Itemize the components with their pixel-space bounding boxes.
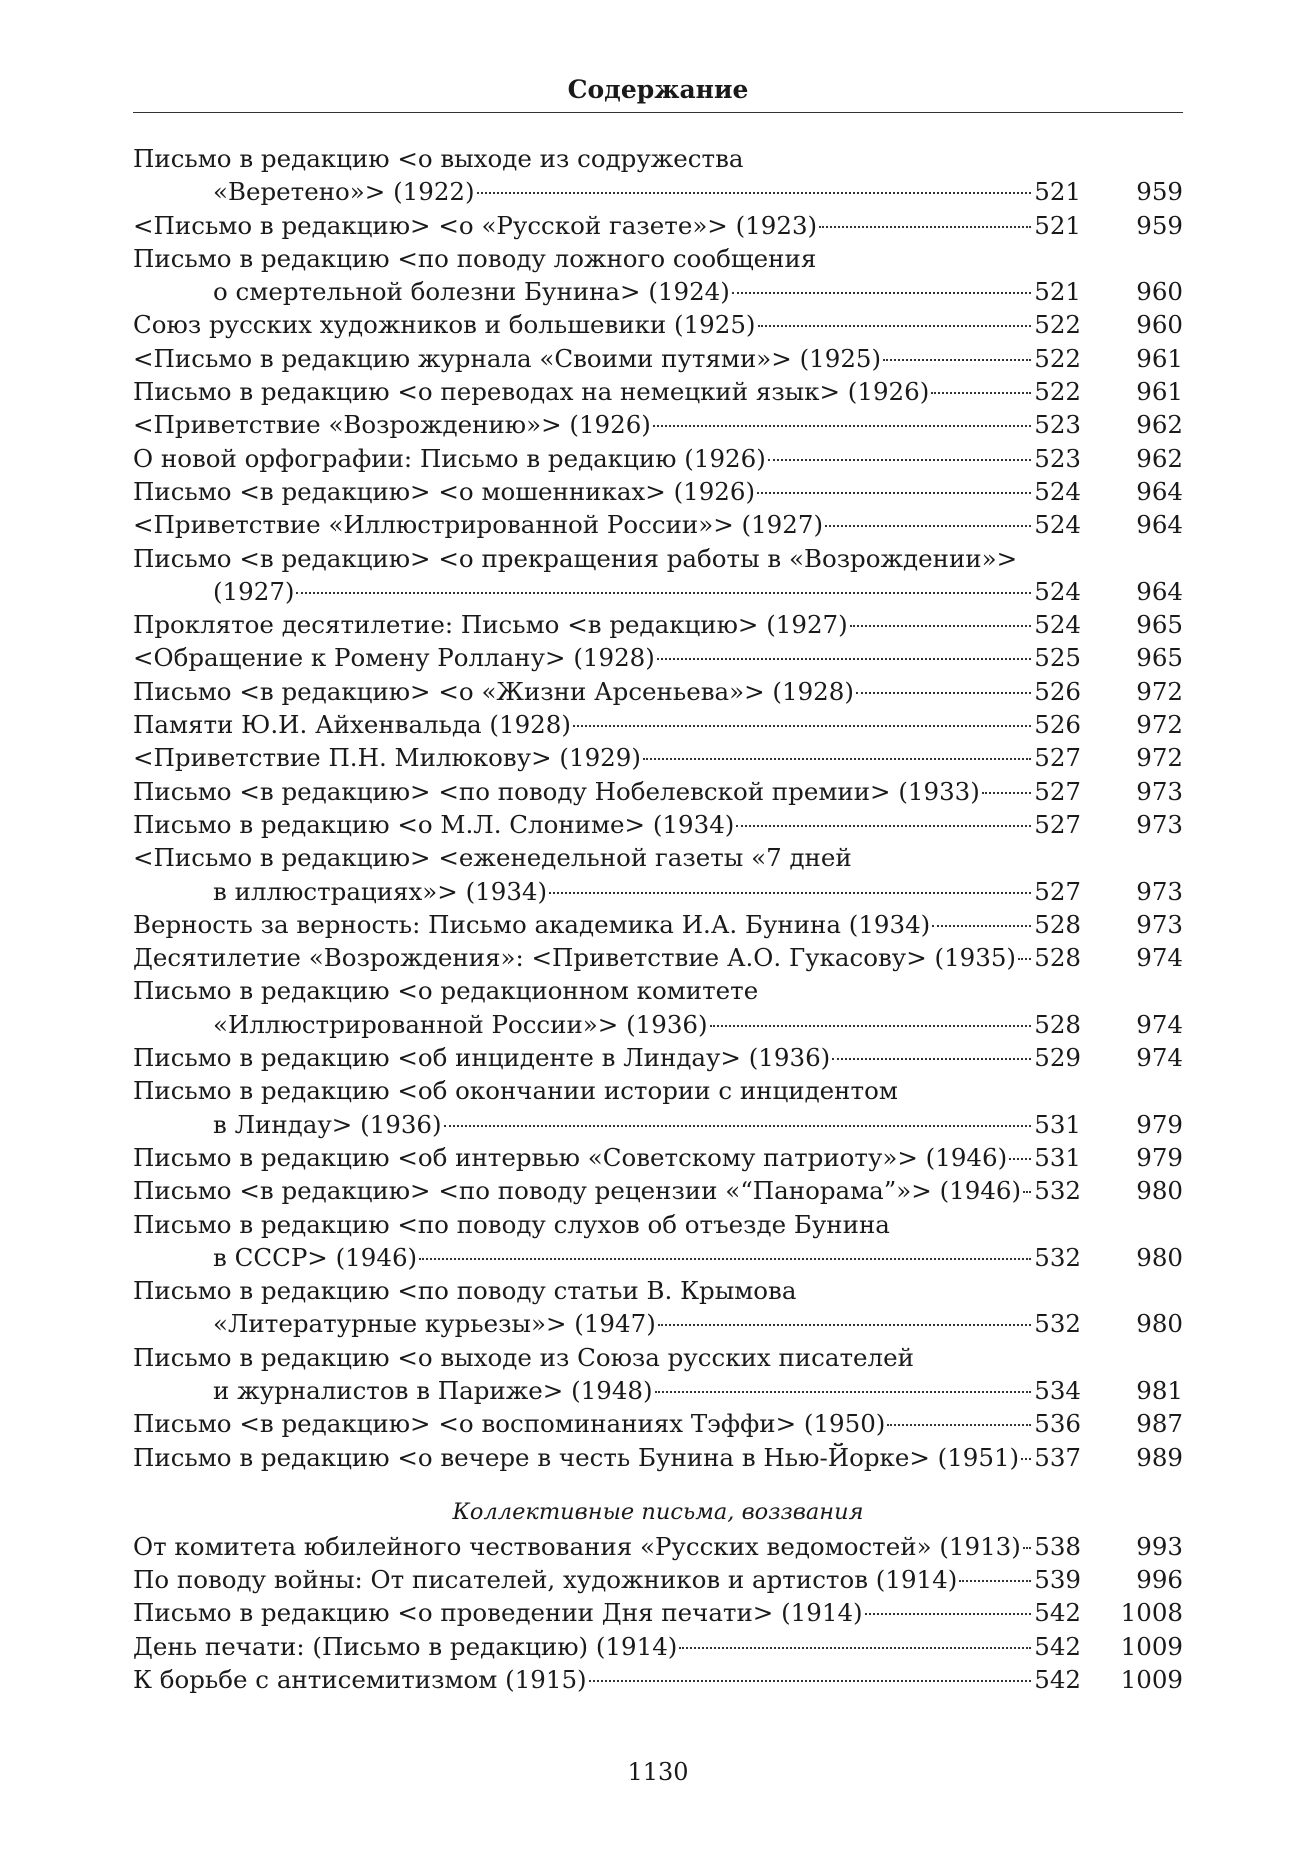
- toc-entry: [133, 1530, 1183, 1563]
- toc-entry: [133, 308, 1183, 341]
- toc-entry: [133, 1141, 1183, 1174]
- commentary-page-number: 964: [1136, 510, 1183, 540]
- text-page-number: 542: [1034, 1631, 1081, 1661]
- toc-entry-line: [133, 475, 1183, 508]
- toc-entry: [133, 1407, 1183, 1440]
- commentary-page-number: 980: [1136, 1242, 1183, 1272]
- toc-entry-line: [133, 841, 1183, 874]
- page-number: 1130: [627, 1758, 689, 1786]
- dot-leader: [1023, 1191, 1031, 1193]
- toc-entry-line: [133, 408, 1183, 441]
- dot-leader: [710, 1025, 1031, 1027]
- toc-entry-title: От комитета юбилейного чествования «Русских ведомостей» (1913): [133, 1531, 1021, 1561]
- section-heading: Коллективные письма, воззвания: [452, 1498, 864, 1525]
- toc-entry-title: (1927): [213, 576, 295, 606]
- commentary-page-number: 972: [1136, 743, 1183, 773]
- dot-leader: [549, 892, 1031, 894]
- toc-entry-title: Письмо в редакцию <по поводу статьи В. Крымова: [133, 1276, 797, 1306]
- commentary-page-number: 964: [1136, 476, 1183, 506]
- text-page-number: 532: [1034, 1176, 1081, 1206]
- dot-leader: [931, 392, 1031, 394]
- toc-entry: [133, 641, 1183, 674]
- toc-entry-line: [133, 1630, 1183, 1663]
- toc-entry: [133, 209, 1183, 242]
- toc-entry: [133, 1174, 1183, 1207]
- text-page-number: 521: [1034, 210, 1081, 240]
- toc-entry-title: Письмо в редакцию <о вечере в честь Бунина в Нью-Йорке> (1951): [133, 1442, 1020, 1472]
- dot-leader: [1023, 1547, 1031, 1549]
- toc-entry-title: Письмо <в редакцию> <по поводу Нобелевской премии> (1933): [133, 776, 980, 806]
- dot-leader: [643, 758, 1031, 760]
- toc-entry-line: [133, 1663, 1183, 1696]
- dot-leader: [658, 1324, 1031, 1326]
- toc-entry-title: Проклятое десятилетие: Письмо <в редакцию> (1927): [133, 610, 848, 640]
- toc-entry: [133, 542, 1183, 609]
- toc-entry-line: [133, 575, 1183, 608]
- running-header: Содержание: [567, 75, 749, 104]
- commentary-page-number: 960: [1136, 310, 1183, 340]
- commentary-page-number: 959: [1136, 210, 1183, 240]
- commentary-page-number: 989: [1136, 1442, 1183, 1472]
- toc-entry-line: [133, 1108, 1183, 1141]
- toc-entry-line: [133, 1208, 1183, 1241]
- commentary-page-number: 960: [1136, 277, 1183, 307]
- text-page-number: 527: [1034, 743, 1081, 773]
- text-page-number: 522: [1034, 377, 1081, 407]
- text-page-number: 527: [1034, 809, 1081, 839]
- toc-entry-title: Письмо в редакцию <об инциденте в Линдау> (1936): [133, 1043, 831, 1073]
- toc-entry-title: в Линдау> (1936): [213, 1109, 442, 1139]
- toc-entry-line: [133, 342, 1183, 375]
- toc-entry-title: о смертельной болезни Бунина> (1924): [213, 277, 730, 307]
- toc-entry-line: [133, 1407, 1183, 1440]
- text-page-number: 531: [1034, 1142, 1081, 1172]
- toc-entry: [133, 775, 1183, 808]
- toc-entry: [133, 741, 1183, 774]
- commentary-page-number: 965: [1136, 643, 1183, 673]
- toc-entry-line: [133, 608, 1183, 641]
- toc-entry-line: [133, 675, 1183, 708]
- commentary-page-number: 1009: [1120, 1665, 1183, 1695]
- toc-entry-line: [133, 142, 1183, 175]
- toc-entry-line: [133, 508, 1183, 541]
- commentary-page-number: 987: [1136, 1409, 1183, 1439]
- dot-leader: [679, 1647, 1031, 1649]
- toc-entry-line: [133, 775, 1183, 808]
- commentary-page-number: 979: [1136, 1109, 1183, 1139]
- dot-leader: [850, 625, 1031, 627]
- toc-entry-title: Письмо в редакцию <о редакционном комитете: [133, 976, 759, 1006]
- dot-leader: [932, 925, 1031, 927]
- commentary-page-number: 980: [1136, 1309, 1183, 1339]
- toc-entry: [133, 242, 1183, 309]
- text-page-number: 527: [1034, 776, 1081, 806]
- commentary-page-number: 972: [1136, 676, 1183, 706]
- text-page-number: 528: [1034, 943, 1081, 973]
- text-page-number: 537: [1034, 1442, 1081, 1472]
- toc-entry-title: Письмо <в редакцию> <о «Жизни Арсеньева»> (1928): [133, 676, 854, 706]
- commentary-page-number: 972: [1136, 710, 1183, 740]
- toc-entry-title: Верность за верность: Письмо академика И.А. Бунина (1934): [133, 909, 931, 939]
- commentary-page-number: 981: [1136, 1375, 1183, 1405]
- commentary-page-number: 964: [1136, 576, 1183, 606]
- toc-entry-title: Письмо в редакцию <по поводу слухов об отъезде Бунина: [133, 1209, 890, 1239]
- commentary-page-number: 1008: [1120, 1598, 1183, 1628]
- text-page-number: 522: [1034, 310, 1081, 340]
- dot-leader: [419, 1258, 1031, 1260]
- dot-leader: [1018, 958, 1031, 960]
- text-page-number: 526: [1034, 710, 1081, 740]
- toc-entry-title: Союз русских художников и большевики (1925): [133, 310, 756, 340]
- commentary-page-number: 974: [1136, 1009, 1183, 1039]
- toc-entry-line: [133, 1530, 1183, 1563]
- dot-leader: [736, 825, 1031, 827]
- toc-entry-title: Письмо в редакцию <об окончании истории с инцидентом: [133, 1076, 898, 1106]
- toc-entry: [133, 1274, 1183, 1341]
- toc-entry-line: [133, 542, 1183, 575]
- toc-entry-line: [133, 1241, 1183, 1274]
- toc-entry-line: [133, 908, 1183, 941]
- dot-leader: [883, 359, 1031, 361]
- toc-entry-line: [133, 1074, 1183, 1107]
- dot-leader: [758, 325, 1032, 327]
- dot-leader: [825, 525, 1031, 527]
- text-page-number: 542: [1034, 1598, 1081, 1628]
- commentary-page-number: 965: [1136, 610, 1183, 640]
- toc-entry-title: Письмо <в редакцию> <по поводу рецензии «“Панорама”»> (1946): [133, 1176, 1022, 1206]
- dot-leader: [865, 1613, 1031, 1615]
- commentary-page-number: 959: [1136, 177, 1183, 207]
- toc-entry-title: День печати: (Письмо в редакцию) (1914): [133, 1631, 678, 1661]
- text-page-number: 524: [1034, 510, 1081, 540]
- toc-entry-title: Письмо в редакцию <о проведении Дня печати> (1914): [133, 1598, 863, 1628]
- toc-entry-line: [133, 1141, 1183, 1174]
- toc-entry: [133, 841, 1183, 908]
- toc-entry-line: [133, 808, 1183, 841]
- toc-entry: [133, 375, 1183, 408]
- commentary-page-number: 974: [1136, 1043, 1183, 1073]
- toc-entry-line: [133, 242, 1183, 275]
- dot-leader: [655, 1391, 1031, 1393]
- text-page-number: 528: [1034, 909, 1081, 939]
- text-page-number: 523: [1034, 443, 1081, 473]
- toc-entry-line: [133, 275, 1183, 308]
- toc-entry-line: [133, 1374, 1183, 1407]
- toc-entry-line: [133, 209, 1183, 242]
- toc-entry: [133, 142, 1183, 209]
- text-page-number: 524: [1034, 576, 1081, 606]
- toc-entry-title: Письмо в редакцию <о М.Л. Слониме> (1934): [133, 809, 735, 839]
- toc-entry-title: «Литературные курьезы»> (1947): [213, 1309, 656, 1339]
- dot-leader: [732, 292, 1031, 294]
- toc-entry-title: О новой орфографии: Письмо в редакцию (1926): [133, 443, 766, 473]
- text-page-number: 522: [1034, 343, 1081, 373]
- text-page-number: 527: [1034, 876, 1081, 906]
- toc-entry-line: [133, 175, 1183, 208]
- toc-entry: [133, 1630, 1183, 1663]
- toc-entry-title: и журналистов в Париже> (1948): [213, 1375, 653, 1405]
- text-page-number: 538: [1034, 1531, 1081, 1561]
- toc-entry-line: [133, 641, 1183, 674]
- toc-entry-title: <Приветствие «Иллюстрированной России»> (1927): [133, 510, 824, 540]
- dot-leader: [887, 1424, 1031, 1426]
- table-of-contents: [133, 142, 1183, 1696]
- toc-entry: [133, 675, 1183, 708]
- commentary-page-number: 973: [1136, 776, 1183, 806]
- text-page-number: 521: [1034, 277, 1081, 307]
- toc-entry-line: [133, 1596, 1183, 1629]
- toc-entry-line: [133, 708, 1183, 741]
- toc-entry-line: [133, 974, 1183, 1007]
- toc-entry-title: Письмо в редакцию <по поводу ложного сообщения: [133, 243, 817, 273]
- text-page-number: 525: [1034, 643, 1081, 673]
- text-page-number: 539: [1034, 1565, 1081, 1595]
- text-page-number: 523: [1034, 410, 1081, 440]
- dot-leader: [477, 192, 1031, 194]
- toc-entry: [133, 1341, 1183, 1408]
- toc-section-entries: [133, 1530, 1183, 1696]
- toc-entry: [133, 1441, 1183, 1474]
- commentary-page-number: 973: [1136, 809, 1183, 839]
- toc-entry-line: [133, 308, 1183, 341]
- commentary-page-number: 980: [1136, 1176, 1183, 1206]
- text-page-number: 532: [1034, 1242, 1081, 1272]
- text-page-number: 528: [1034, 1009, 1081, 1039]
- toc-entry-title: <Письмо в редакцию> <еженедельной газеты «7 дней: [133, 843, 852, 873]
- toc-entry: [133, 1663, 1183, 1696]
- dot-leader: [657, 658, 1031, 660]
- dot-leader: [589, 1680, 1031, 1682]
- toc-entry: [133, 1596, 1183, 1629]
- toc-entry: [133, 442, 1183, 475]
- toc-entry: [133, 1041, 1183, 1074]
- dot-leader: [757, 492, 1031, 494]
- commentary-page-number: 996: [1136, 1565, 1183, 1595]
- toc-entry-title: Письмо <в редакцию> <о прекращения работы в «Возрождении»>: [133, 543, 1018, 573]
- commentary-page-number: 974: [1136, 943, 1183, 973]
- text-page-number: 524: [1034, 610, 1081, 640]
- toc-entry-title: К борьбе с антисемитизмом (1915): [133, 1665, 587, 1695]
- text-page-number: 529: [1034, 1043, 1081, 1073]
- commentary-page-number: 993: [1136, 1531, 1183, 1561]
- text-page-number: 542: [1034, 1665, 1081, 1695]
- dot-leader: [819, 226, 1031, 228]
- dot-leader: [856, 692, 1031, 694]
- toc-entry-title: «Иллюстрированной России»> (1936): [213, 1009, 708, 1039]
- commentary-page-number: 973: [1136, 876, 1183, 906]
- toc-entry-title: в СССР> (1946): [213, 1242, 418, 1272]
- dot-leader: [959, 1580, 1031, 1582]
- dot-leader: [982, 792, 1031, 794]
- toc-entry-line: [133, 1274, 1183, 1307]
- toc-entry: [133, 908, 1183, 941]
- commentary-page-number: 979: [1136, 1142, 1183, 1172]
- toc-entry: [133, 708, 1183, 741]
- toc-entry: [133, 508, 1183, 541]
- toc-entry-line: [133, 875, 1183, 908]
- toc-entry-title: Памяти Ю.И. Айхенвальда (1928): [133, 710, 571, 740]
- dot-leader: [832, 1058, 1031, 1060]
- commentary-page-number: 961: [1136, 377, 1183, 407]
- commentary-page-number: 962: [1136, 443, 1183, 473]
- toc-entry-line: [133, 1008, 1183, 1041]
- toc-entry: [133, 1208, 1183, 1275]
- toc-entry-line: [133, 941, 1183, 974]
- text-page-number: 534: [1034, 1375, 1081, 1405]
- toc-entry-title: <Приветствие «Возрождению»> (1926): [133, 410, 651, 440]
- commentary-page-number: 973: [1136, 909, 1183, 939]
- toc-entry: [133, 974, 1183, 1041]
- toc-entry: [133, 475, 1183, 508]
- toc-entry-title: <Письмо в редакцию журнала «Своими путями»> (1925): [133, 343, 882, 373]
- toc-entries: [133, 142, 1183, 1474]
- dot-leader: [1021, 1458, 1031, 1460]
- toc-entry: [133, 1563, 1183, 1596]
- toc-entry: [133, 608, 1183, 641]
- toc-entry: [133, 342, 1183, 375]
- toc-entry-title: «Веретено»> (1922): [213, 177, 475, 207]
- text-page-number: 536: [1034, 1409, 1081, 1439]
- header-rule: [133, 112, 1183, 113]
- dot-leader: [296, 592, 1031, 594]
- toc-entry-title: Письмо <в редакцию> <о мошенниках> (1926): [133, 476, 756, 506]
- toc-entry: [133, 1074, 1183, 1141]
- toc-entry-line: [133, 1041, 1183, 1074]
- toc-entry-title: По поводу войны: От писателей, художников и артистов (1914): [133, 1565, 958, 1595]
- toc-entry-title: <Приветствие П.Н. Милюкову> (1929): [133, 743, 641, 773]
- text-page-number: 521: [1034, 177, 1081, 207]
- commentary-page-number: 961: [1136, 343, 1183, 373]
- toc-entry-line: [133, 442, 1183, 475]
- toc-entry-line: [133, 1563, 1183, 1596]
- toc-entry-title: Письмо <в редакцию> <о воспоминаниях Тэффи> (1950): [133, 1409, 886, 1439]
- toc-entry-title: Письмо в редакцию <о выходе из Союза русских писателей: [133, 1342, 914, 1372]
- toc-entry-title: Письмо в редакцию <о выходе из содружества: [133, 144, 744, 173]
- text-page-number: 524: [1034, 476, 1081, 506]
- toc-entry-line: [133, 741, 1183, 774]
- toc-entry-title: <Обращение к Ромену Роллану> (1928): [133, 643, 655, 673]
- toc-entry-title: Письмо в редакцию <об интервью «Советскому патриоту»> (1946): [133, 1142, 1008, 1172]
- dot-leader: [573, 725, 1031, 727]
- toc-entry-title: <Письмо в редакцию> <о «Русской газете»> (1923): [133, 210, 818, 240]
- toc-entry-line: [133, 1441, 1183, 1474]
- text-page-number: 531: [1034, 1109, 1081, 1139]
- text-page-number: 526: [1034, 676, 1081, 706]
- text-page-number: 532: [1034, 1309, 1081, 1339]
- commentary-page-number: 962: [1136, 410, 1183, 440]
- toc-entry-line: [133, 1174, 1183, 1207]
- commentary-page-number: 1009: [1120, 1631, 1183, 1661]
- toc-entry-title: в иллюстрациях»> (1934): [213, 876, 548, 906]
- toc-entry-title: Десятилетие «Возрождения»: <Приветствие А.О. Гукасову> (1935): [133, 943, 1016, 973]
- toc-entry: [133, 408, 1183, 441]
- toc-entry: [133, 941, 1183, 974]
- dot-leader: [1009, 1158, 1031, 1160]
- dot-leader: [444, 1125, 1031, 1127]
- dot-leader: [768, 459, 1031, 461]
- toc-entry: [133, 808, 1183, 841]
- dot-leader: [653, 425, 1031, 427]
- toc-entry-line: [133, 1341, 1183, 1374]
- toc-entry-line: [133, 375, 1183, 408]
- toc-entry-line: [133, 1307, 1183, 1340]
- toc-entry-title: Письмо в редакцию <о переводах на немецкий язык> (1926): [133, 377, 930, 407]
